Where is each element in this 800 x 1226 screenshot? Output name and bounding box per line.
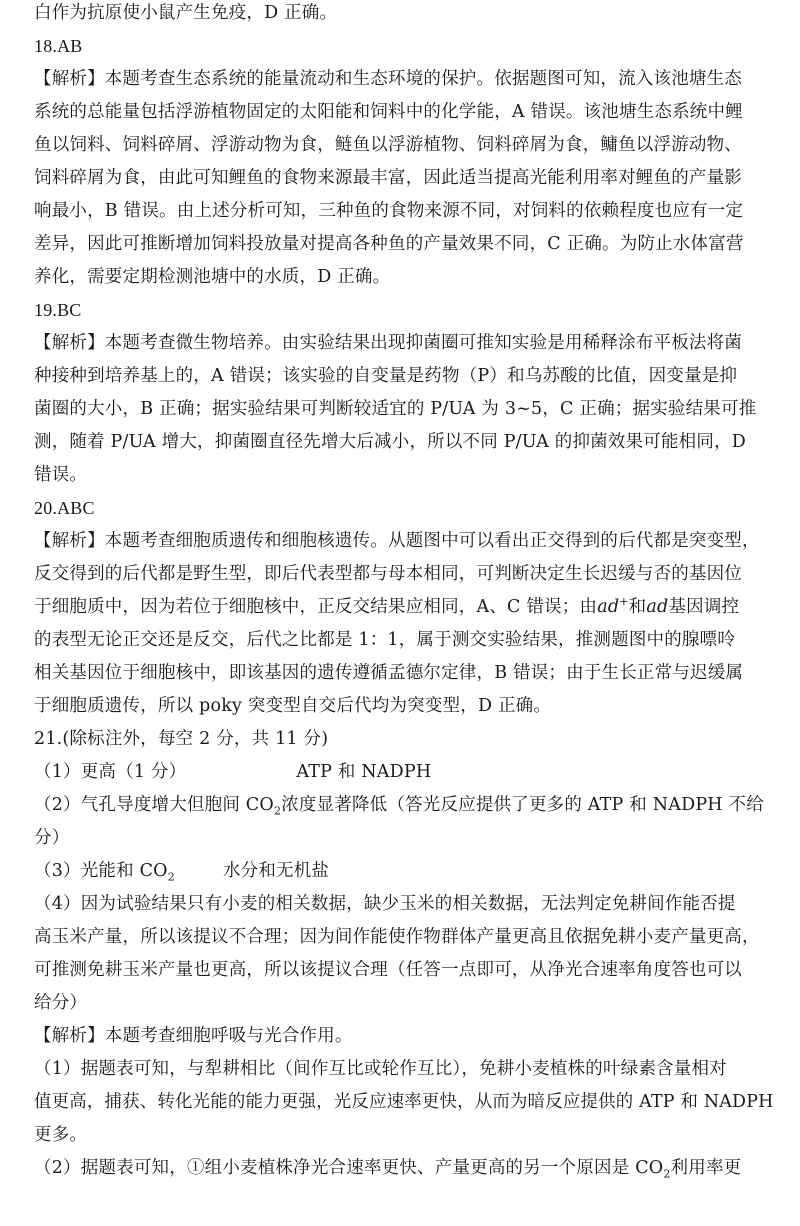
text-line: 反交得到的后代都是野生型，即后代表型都与母本相同，可判断决定生长迟缓与否的基因位 xyxy=(34,564,742,584)
text-line: （1）据题表可知，与犁耕相比（间作互比或轮作互比），免耕小麦植株的叶绿素含量相对 xyxy=(34,1059,727,1079)
text-line: 于细胞质遗传，所以 poky 突变型自交后代均为突变型，D 正确。 xyxy=(34,696,552,716)
text-line: 测，随着 P/UA 增大，抑菌圈直径先增大后减小，所以不同 P/UA 的抑菌效果可能相同，D xyxy=(34,432,747,452)
text-line: 值更高，捕获、转化光能的能力更强，光反应速率更快，从而为暗反应提供的 ATP 和 NADPH xyxy=(34,1092,774,1112)
question-number: 18.AB xyxy=(34,36,83,56)
text-line xyxy=(34,596,739,618)
answer-segment: （3）光能和 CO xyxy=(34,861,168,881)
answer-segment: 浓度显著降低（答光反应提供了更多的 ATP 和 NADPH 不给 xyxy=(281,795,764,815)
text-line: 养化，需要定期检测池塘中的水质，D 正确。 xyxy=(34,267,391,287)
answer-segment: 水分和无机盐 xyxy=(222,861,330,881)
answer-segment: （2）据题表可知，①组小麦植株净光合速率更快、产量更高的另一个原因是 CO xyxy=(34,1158,664,1178)
text-line: 分） xyxy=(34,828,70,848)
answer-segment: （1）更高（1 分） xyxy=(34,762,187,782)
text-line: 【解析】本题考查细胞质遗传和细胞核遗传。从题图中可以看出正交得到的后代都是突变型， xyxy=(34,531,760,551)
text-line: 可推测免耕玉米产量也更高，所以该提议合理（任答一点即可，从净光合速率角度答也可以 xyxy=(34,960,742,980)
gene-symbol: ad xyxy=(646,597,669,617)
answer-segment: ATP 和 NADPH xyxy=(296,762,432,782)
answer-line xyxy=(34,1157,741,1179)
text-line: 【解析】本题考查微生物培养。由实验结果出现抑菌圈可推知实验是用稀释涂布平板法将菌 xyxy=(34,333,742,353)
question-number: 20.ABC xyxy=(34,498,95,518)
answer-line xyxy=(34,860,329,882)
text-line: 错误。 xyxy=(34,465,88,485)
text-line: 响最小，B 错误。由上述分析可知，三种鱼的食物来源不同，对饲料的依赖程度也应有一定 xyxy=(34,201,744,221)
text-line: （4）因为试验结果只有小麦的相关数据，缺少玉米的相关数据，无法判定免耕间作能否提 xyxy=(34,894,736,914)
text-line: 系统的总能量包括浮游植物固定的太阳能和饲料中的化学能，A 错误。该池塘生态系统中鲤 xyxy=(34,102,743,122)
text-line: 【解析】本题考查细胞呼吸与光合作用。 xyxy=(34,1026,353,1046)
text-line: 菌圈的大小，B 正确；据实验结果可判断较适宜的 P/UA 为 3~5，C 正确；据实验结果可推 xyxy=(34,399,757,419)
text-line: 给分） xyxy=(34,993,88,1013)
question-number: 21.(除标注外，每空 2 分，共 11 分) xyxy=(34,729,329,749)
answer-line xyxy=(34,761,431,783)
subscript: 2 xyxy=(167,870,175,884)
text-line: 更多。 xyxy=(34,1125,88,1145)
text-segment: 和 xyxy=(628,597,647,617)
gene-symbol: ad xyxy=(597,597,620,617)
text-line: 种接种到培养基上的，A 错误；该实验的自变量是药物（P）和乌苏酸的比值，因变量是抑 xyxy=(34,366,738,386)
answer-segment: 利用率更 xyxy=(670,1158,742,1178)
text-line: 白作为抗原使小鼠产生免疫，D 正确。 xyxy=(34,3,338,23)
text-line: 【解析】本题考查生态系统的能量流动和生态环境的保护。依据题图可知，流入该池塘生态 xyxy=(34,69,742,89)
text-line: 高玉米产量，所以该提议不合理；因为间作能使作物群体产量更高且依据免耕小麦产量更高， xyxy=(34,927,760,947)
text-line: 差异，因此可推断增加饲料投放量对提高各种鱼的产量效果不同，C 正确。为防止水体富营 xyxy=(34,234,744,254)
text-line: 相关基因位于细胞核中，即该基因的遗传遵循孟德尔定律，B 错误；由于生长正常与迟缓属 xyxy=(34,663,744,683)
subscript: 2 xyxy=(273,804,282,818)
text-segment: 于细胞质中，因为若位于细胞核中，正反交结果应相同，A、C 错误；由 xyxy=(34,597,598,617)
answer-line xyxy=(34,794,764,816)
text-segment: 基因调控 xyxy=(668,597,740,617)
answer-segment: （2）气孔导度增大但胞间 CO xyxy=(34,795,274,815)
subscript: 2 xyxy=(663,1167,671,1181)
text-line: 的表型无论正交还是反交，后代之比都是 1：1，属于测交实验结果，推测题图中的腺嘌呤 xyxy=(34,630,736,650)
question-number: 19.BC xyxy=(34,300,82,320)
superscript: + xyxy=(619,595,629,609)
text-line: 饲料碎屑为食，由此可知鲤鱼的食物来源最丰富，因此适当提高光能利用率对鲤鱼的产量影 xyxy=(34,168,742,188)
text-line: 鱼以饲料、饲料碎屑、浮游动物为食，鲢鱼以浮游植物、饲料碎屑为食，鳙鱼以浮游动物、 xyxy=(34,135,742,155)
